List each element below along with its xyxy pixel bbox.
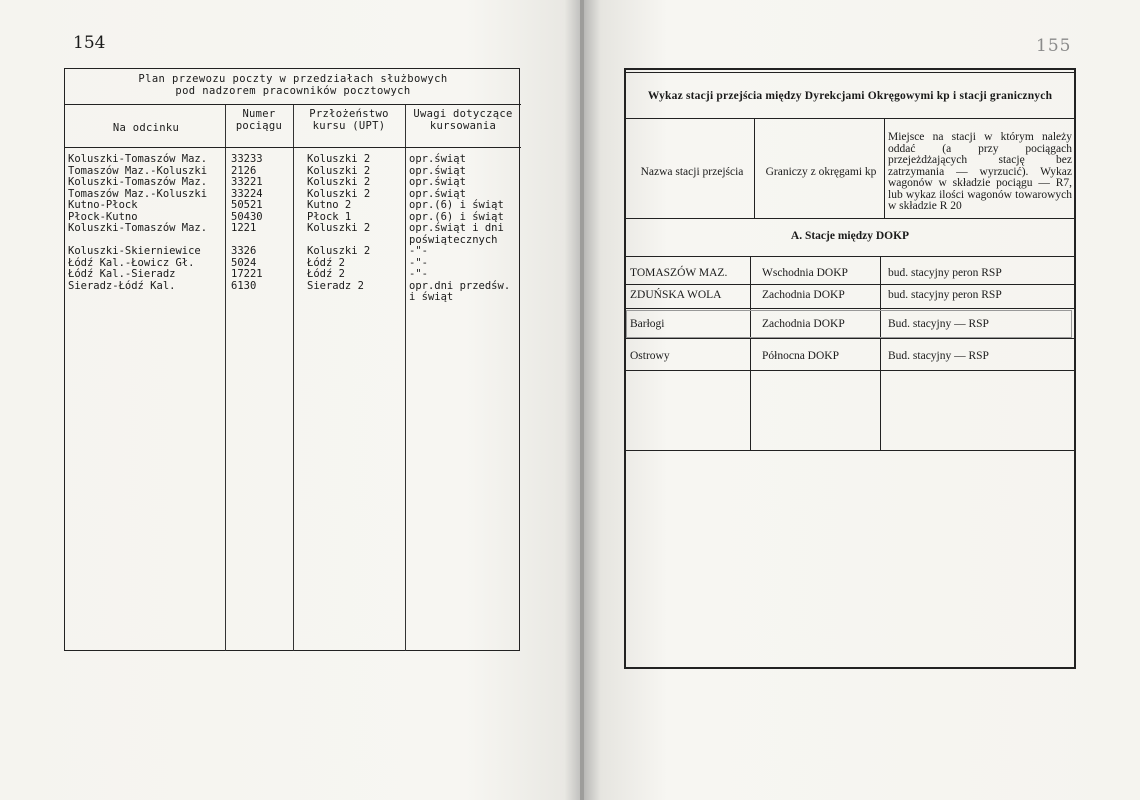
header-course-transfer-line2: kursu (UPT) bbox=[312, 119, 386, 132]
course-transfer-cell: Płock 1 bbox=[307, 210, 352, 223]
remarks-cell: -"- bbox=[409, 256, 428, 269]
train-number-cell: 33233 bbox=[231, 153, 263, 165]
row-divider bbox=[626, 308, 1074, 309]
course-transfer-cell: Łódź 2 bbox=[307, 256, 345, 269]
segment-cell: Koluszki-Tomaszów Maz. bbox=[68, 176, 208, 188]
header-remarks-line1: Uwagi dotyczące bbox=[413, 108, 513, 120]
title-divider bbox=[626, 118, 1074, 119]
course-transfer-cell: Łódź 2 bbox=[307, 268, 345, 280]
station-border: Zachodnia DOKP bbox=[762, 289, 845, 301]
train-number-cell: 5024 bbox=[231, 256, 257, 269]
station-name: Ostrowy bbox=[630, 350, 670, 362]
station-name: ZDUŃSKA WOLA bbox=[630, 289, 722, 301]
course-transfer-cell: Koluszki 2 bbox=[307, 164, 371, 177]
header-train-number-line1: Numer bbox=[242, 108, 276, 120]
table-title-line2: pod nadzorem pracowników pocztowych bbox=[175, 85, 411, 97]
remarks-cell: opr.świąt bbox=[409, 153, 466, 165]
train-number-cell: 50430 bbox=[231, 210, 263, 223]
segment-cell: Łódź Kal.-Łowicz Gł. bbox=[68, 256, 195, 269]
station-name: Barłogi bbox=[630, 318, 665, 330]
header-segment: Na odcinku bbox=[112, 122, 180, 134]
segment-cell: Tomaszów Maz.-Koluszki bbox=[68, 164, 208, 177]
page-number-right: 155 bbox=[1036, 36, 1072, 56]
remarks-cell: opr.świąt bbox=[409, 164, 466, 177]
segment-cell: Łódź Kal.-Sieradz bbox=[68, 268, 176, 280]
table-title-line1: Plan przewozu poczty w przedziałach służbowych bbox=[138, 73, 448, 85]
body-column-divider bbox=[880, 256, 881, 450]
row-divider bbox=[626, 284, 1074, 285]
header-column-divider bbox=[754, 118, 755, 218]
body-column-divider bbox=[750, 256, 751, 450]
header-divider bbox=[65, 147, 521, 148]
train-number-cell: 3326 bbox=[231, 245, 257, 257]
segment-cell: Tomaszów Maz.-Koluszki bbox=[68, 187, 208, 200]
train-number-cell: 33221 bbox=[231, 176, 263, 188]
page-number-left: 154 bbox=[73, 33, 106, 53]
header-course-transfer-line1: Przłożeństwo bbox=[309, 108, 389, 120]
remarks-cell: i świąt bbox=[409, 291, 454, 303]
section-divider bbox=[626, 256, 1074, 257]
header-train-number-line2: pociągu bbox=[235, 119, 283, 132]
remarks-cell: opr.(6) i świąt bbox=[409, 199, 504, 211]
station-place: Bud. stacyjny — RSP bbox=[888, 350, 989, 362]
course-transfer-cell: Sieradz 2 bbox=[307, 279, 364, 292]
station-border: Wschodnia DOKP bbox=[762, 267, 848, 279]
course-transfer-cell: Koluszki 2 bbox=[307, 222, 371, 234]
course-transfer-cell: Kutno 2 bbox=[307, 199, 352, 211]
table-title: Wykaz stacji przejścia między Dyrekcjami Okręgowymi kp i stacji granicznych bbox=[647, 90, 1053, 102]
remarks-cell: opr.dni przedśw. bbox=[409, 279, 511, 292]
station-place: bud. stacyjny peron RSP bbox=[888, 289, 1002, 301]
mail-transport-table bbox=[64, 68, 520, 651]
row-frame bbox=[626, 310, 1072, 338]
course-transfer-column bbox=[307, 154, 370, 292]
column-divider bbox=[225, 105, 226, 651]
column-divider bbox=[405, 105, 406, 651]
remarks-cell: -"- bbox=[409, 245, 428, 257]
remarks-cell: -"- bbox=[409, 268, 428, 280]
segment-cell: Kutno-Płock bbox=[68, 199, 138, 211]
remarks-cell: opr.(6) i świąt bbox=[409, 210, 504, 223]
train-number-cell: 1221 bbox=[231, 222, 257, 234]
table-title bbox=[65, 69, 521, 105]
header-delivery-place: Miejsce na stacji w którym należy oddać (a przy pociągach przejeżdżających stację bez zatrzymania — wyrzucić). Wykaz wagonów w składzie pociągu — R7, lub wykaz ilości wagonów towarowych w składzie R 20 bbox=[888, 131, 1072, 212]
segment-cell: Koluszki-Tomaszów Maz. bbox=[68, 222, 208, 234]
header-course-transfer bbox=[295, 109, 403, 132]
station-place: Bud. stacyjny — RSP bbox=[888, 318, 989, 330]
course-transfer-cell: Koluszki 2 bbox=[307, 187, 371, 200]
remarks-column bbox=[409, 154, 510, 304]
station-place: bud. stacyjny peron RSP bbox=[888, 267, 1002, 279]
station-border: Północna DOKP bbox=[762, 350, 839, 362]
segment-cell: Koluszki-Skierniewice bbox=[68, 245, 201, 257]
segment-cell: Płock-Kutno bbox=[68, 210, 138, 223]
station-name: TOMASZÓW MAZ. bbox=[630, 267, 728, 279]
course-transfer-cell: Koluszki 2 bbox=[307, 176, 371, 188]
header-transfer-station: Nazwa stacji przejścia bbox=[640, 166, 744, 178]
station-border: Zachodnia DOKP bbox=[762, 318, 845, 330]
remarks-cell: poświątecznych bbox=[409, 233, 498, 246]
header-divider bbox=[626, 218, 1074, 219]
train-number-column bbox=[231, 154, 263, 292]
row-divider bbox=[626, 338, 1074, 339]
remarks-cell: opr.świąt bbox=[409, 187, 466, 200]
train-number-cell: 33224 bbox=[231, 187, 263, 200]
train-number-cell: 50521 bbox=[231, 199, 263, 211]
segment-cell: Koluszki-Tomaszów Maz. bbox=[68, 153, 208, 165]
table-body-bottom bbox=[626, 450, 1074, 451]
table-top-rule bbox=[626, 70, 1074, 73]
segment-column bbox=[68, 154, 207, 292]
train-number-cell: 6130 bbox=[231, 279, 257, 292]
course-transfer-cell: Koluszki 2 bbox=[307, 153, 371, 165]
header-borders: Graniczy z okręgami kp bbox=[765, 166, 877, 178]
train-number-cell: 17221 bbox=[231, 268, 263, 280]
header-train-number bbox=[227, 109, 291, 132]
segment-cell: Sieradz-Łódź Kal. bbox=[68, 279, 176, 292]
remarks-cell: opr.świąt i dni bbox=[409, 222, 504, 234]
column-divider bbox=[293, 105, 294, 651]
header-remarks bbox=[407, 109, 519, 132]
train-number-cell: 2126 bbox=[231, 164, 257, 177]
row-divider bbox=[626, 370, 1074, 371]
header-remarks-line2: kursowania bbox=[429, 119, 497, 132]
remarks-cell: opr.świąt bbox=[409, 176, 466, 188]
transfer-stations-table bbox=[624, 68, 1076, 669]
course-transfer-cell: Koluszki 2 bbox=[307, 245, 371, 257]
section-heading: A. Stacje między DOKP bbox=[790, 230, 910, 242]
